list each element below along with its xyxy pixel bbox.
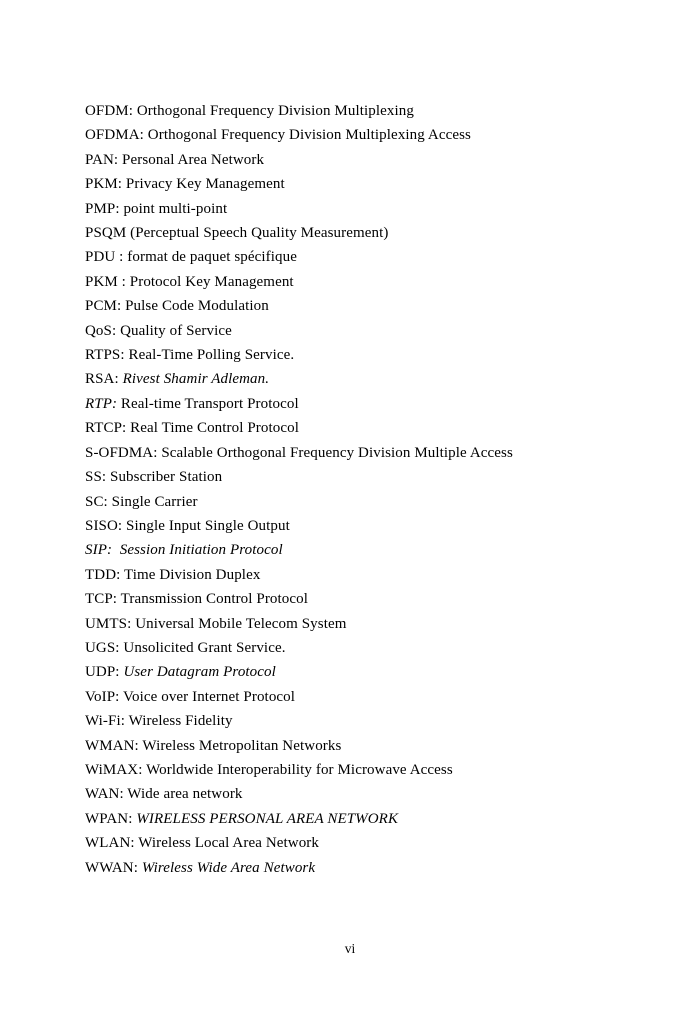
term-definition-text: Rivest Shamir Adleman. xyxy=(122,371,270,388)
abbreviation-entry xyxy=(85,538,660,562)
abbreviation-entry xyxy=(85,612,660,636)
abbreviation-entry xyxy=(85,392,660,416)
abbreviation-entry xyxy=(85,99,660,123)
abbreviation-entry xyxy=(85,734,660,758)
term-definition-text: TDD: Time Division Duplex xyxy=(85,566,261,583)
term-definition-text: PSQM (Perceptual Speech Quality Measurement) xyxy=(85,225,389,242)
term-definition-text: OFDMA: Orthogonal Frequency Division Multiplexing Access xyxy=(85,127,471,144)
abbreviation-entry xyxy=(85,563,660,587)
term-definition-text: UMTS: Universal Mobile Telecom System xyxy=(85,615,347,632)
term-definition-text: PAN: Personal Area Network xyxy=(85,151,265,168)
term-definition-text: Wireless Wide Area Network xyxy=(141,859,316,876)
term-definition-text: WIRELESS PERSONAL AREA NETWORK xyxy=(136,810,399,827)
term-definition-text: RSA: xyxy=(85,371,123,388)
abbreviation-entry xyxy=(85,465,660,489)
abbreviation-entry xyxy=(85,490,660,514)
term-definition-text: WAN: Wide area network xyxy=(85,786,243,803)
abbreviation-entry xyxy=(85,294,660,318)
abbreviation-entry xyxy=(85,660,660,684)
term-definition-text: User Datagram Protocol xyxy=(123,664,276,681)
term-definition-text: PKM: Privacy Key Management xyxy=(85,176,285,193)
abbreviation-entry xyxy=(85,514,660,538)
term-definition-text: UGS: Unsolicited Grant Service. xyxy=(85,639,286,656)
term-definition-text: TCP: Transmission Control Protocol xyxy=(85,591,309,608)
term-definition-text: WLAN: Wireless Local Area Network xyxy=(85,835,320,852)
abbreviation-entry xyxy=(85,441,660,465)
term-definition-text: PMP: point multi-point xyxy=(85,200,228,217)
abbreviation-entry xyxy=(85,123,660,147)
abbreviation-entry xyxy=(85,856,660,880)
term-definition-text: WWAN: xyxy=(85,859,142,876)
term-definition-text: PCM: Pulse Code Modulation xyxy=(85,298,269,315)
term-definition-text: VoIP: Voice over Internet Protocol xyxy=(85,688,296,705)
term-definition-text: SC: Single Carrier xyxy=(85,493,198,510)
abbreviation-entry xyxy=(85,782,660,806)
term-definition-text: Wi-Fi: Wireless Fidelity xyxy=(85,713,233,730)
abbreviation-entry xyxy=(85,587,660,611)
term-definition-text: QoS: Quality of Service xyxy=(85,322,232,339)
term-definition-text: WPAN: xyxy=(85,810,137,827)
abbreviation-entry xyxy=(85,831,660,855)
abbreviation-entry xyxy=(85,807,660,831)
term-definition-text: SIP: Session Initiation Protocol xyxy=(85,542,283,559)
abbreviation-entry xyxy=(85,416,660,440)
abbreviation-entry xyxy=(85,758,660,782)
abbreviation-entry xyxy=(85,343,660,367)
term-definition-text: S-OFDMA: Scalable Orthogonal Frequency Division Multiple Access xyxy=(85,444,513,461)
page-number: vi xyxy=(344,941,356,956)
abbreviation-list xyxy=(85,99,660,880)
abbreviation-entry xyxy=(85,197,660,221)
abbreviation-entry xyxy=(85,636,660,660)
abbreviation-entry xyxy=(85,709,660,733)
abbreviation-entry xyxy=(85,172,660,196)
abbreviation-entry xyxy=(85,221,660,245)
term-definition-text: WMAN: Wireless Metropolitan Networks xyxy=(85,737,342,754)
term-definition-text: OFDM: Orthogonal Frequency Division Multiplexing xyxy=(85,103,414,119)
abbreviation-entry xyxy=(85,148,660,172)
abbreviation-entry xyxy=(85,245,660,269)
term-definition-text: WiMAX: Worldwide Interoperability for Microwave Access xyxy=(85,761,453,778)
term-definition-text: Real-time Transport Protocol xyxy=(117,395,299,412)
term-definition-text: UDP: xyxy=(85,664,124,681)
abbreviation-entry xyxy=(85,270,660,294)
term-definition-text: SS: Subscriber Station xyxy=(85,469,223,486)
abbreviation-entry xyxy=(85,685,660,709)
abbreviation-entry xyxy=(85,367,660,391)
abbreviation-entry xyxy=(85,319,660,343)
term-definition-text: RTPS: Real-Time Polling Service. xyxy=(85,347,295,364)
term-definition-text: RTCP: Real Time Control Protocol xyxy=(85,420,299,437)
term-definition-text: SISO: Single Input Single Output xyxy=(85,517,290,534)
term-definition-text: PKM : Protocol Key Management xyxy=(85,273,294,290)
term-definition-text: PDU : format de paquet spécifique xyxy=(85,249,297,266)
term-definition-text: RTP: xyxy=(85,395,118,412)
